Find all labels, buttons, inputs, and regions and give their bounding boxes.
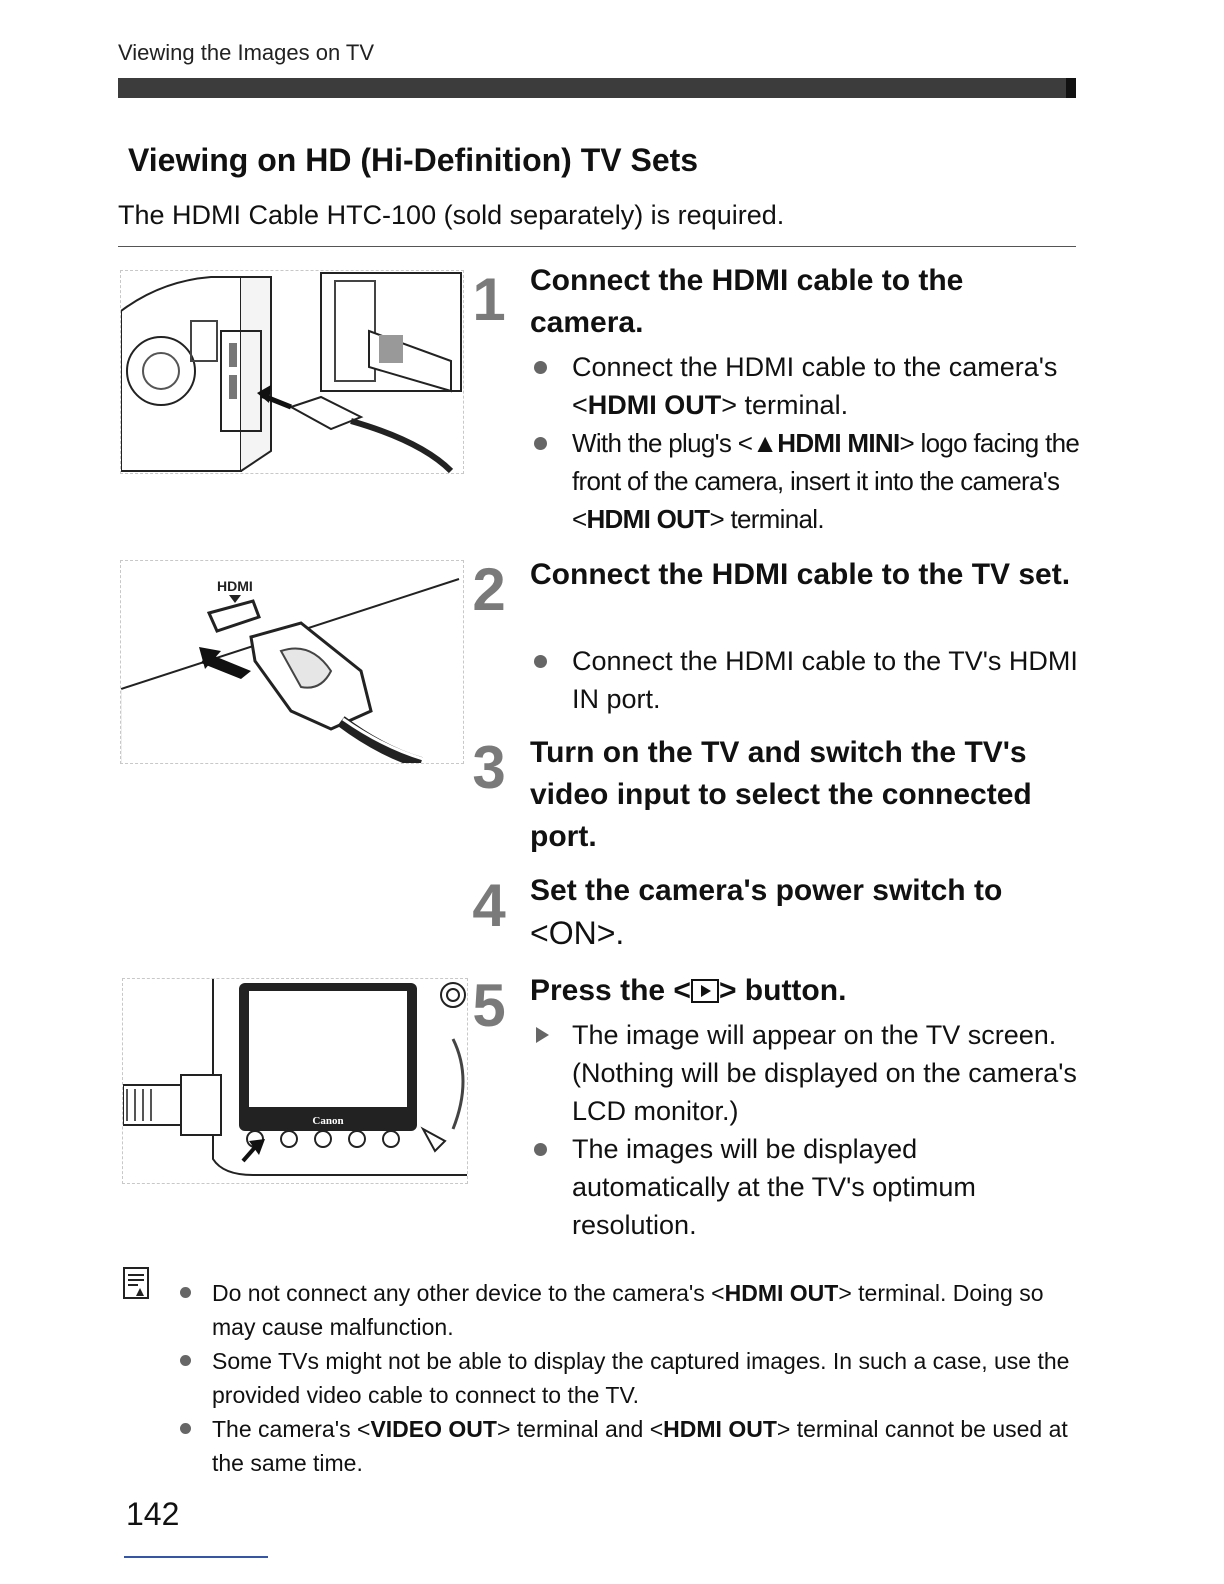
- bullet-dot-icon: [180, 1423, 191, 1434]
- playback-button-icon: [691, 979, 719, 1003]
- step-5-number: 5: [472, 972, 506, 1039]
- tv-port-label: HDMI: [217, 578, 253, 594]
- bullet-dot-icon: [180, 1287, 191, 1298]
- bullet-dot-icon: [180, 1355, 191, 1366]
- figure-camera-hdmi-port: [120, 270, 464, 474]
- figure-camera-back-lcd: [122, 978, 468, 1184]
- figure-tv-hdmi-port: [120, 560, 464, 764]
- notes-list: [178, 1276, 1078, 1480]
- list-item: The images will be displayed automatically at the TV's optimum resolution.: [530, 1130, 1080, 1244]
- header-bar: [118, 78, 1076, 98]
- list-item: The image will appear on the TV screen. (Nothing will be displayed on the camera's LCD monitor.): [530, 1016, 1080, 1130]
- step-1-number: 1: [472, 266, 506, 333]
- bullet-dot-icon: [534, 1143, 547, 1156]
- step-4-number: 4: [472, 872, 506, 939]
- step-2-number: 2: [472, 556, 506, 623]
- result-arrow-icon: [536, 1027, 549, 1043]
- memo-icon: [122, 1266, 150, 1305]
- step-2-bullets: [530, 642, 1080, 718]
- list-item: Connect the HDMI cable to the camera's <HDMI OUT> terminal.: [530, 348, 1080, 424]
- step-3-title: Turn on the TV and switch the TV's video input to select the connected port.: [530, 736, 1032, 853]
- step-1-bullets: [530, 348, 1080, 538]
- bullet-dot-icon: [534, 361, 547, 374]
- step-4-title: Set the camera's power switch to <ON>.: [530, 874, 1003, 951]
- list-item: Connect the HDMI cable to the TV's HDMI IN port.: [530, 642, 1080, 718]
- section-title: Viewing on HD (Hi-Definition) TV Sets: [128, 142, 699, 178]
- note-item: Some TVs might not be able to display the captured images. In such a case, use the provided video cable to connect to the TV.: [178, 1344, 1078, 1412]
- step-1-title: Connect the HDMI cable to the camera.: [530, 264, 964, 339]
- intro-text: The HDMI Cable HTC-100 (sold separately) is required.: [118, 200, 785, 230]
- step-5-title: Press the < > button.: [530, 974, 847, 1007]
- running-header: Viewing the Images on TV: [118, 40, 375, 65]
- note-item: Do not connect any other device to the camera's <HDMI OUT> terminal. Doing so may cause malfunction.: [178, 1276, 1078, 1344]
- list-item: With the plug's <▲HDMI MINI> logo facing the front of the camera, insert it into the camera's <HDMI OUT> terminal.: [530, 424, 1080, 538]
- tv-hdmi-port-illustration-icon: [121, 561, 463, 763]
- camera-hdmi-port-illustration-icon: [121, 271, 463, 473]
- step-5-bullets: [530, 1016, 1080, 1244]
- canon-logo: Canon: [312, 1115, 344, 1127]
- camera-back-lcd-illustration-icon: [123, 979, 467, 1183]
- note-item: The camera's <VIDEO OUT> terminal and <HDMI OUT> terminal cannot be used at the same time.: [178, 1412, 1078, 1480]
- bullet-dot-icon: [534, 655, 547, 668]
- step-3-number: 3: [472, 734, 506, 801]
- page-underline: [124, 1556, 268, 1558]
- page-number: 142: [126, 1496, 180, 1532]
- bullet-dot-icon: [534, 437, 547, 450]
- step-2-title: Connect the HDMI cable to the TV set.: [530, 558, 1071, 591]
- title-rule: [118, 246, 1076, 247]
